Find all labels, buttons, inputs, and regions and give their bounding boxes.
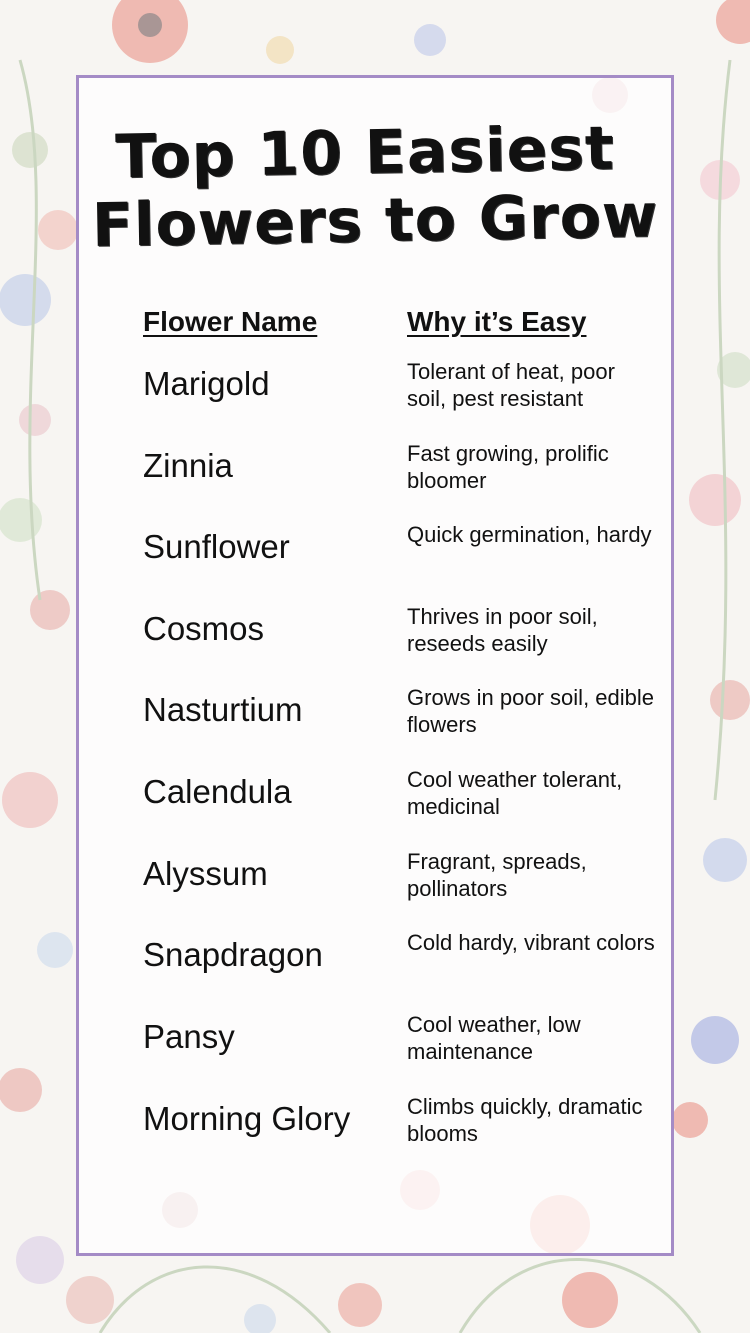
flower-name: Nasturtium bbox=[143, 691, 303, 728]
flower-name: Sunflower bbox=[143, 528, 290, 565]
table-row bbox=[0, 604, 750, 692]
flower-reason: Fragrant, spreads, pollinators bbox=[407, 849, 587, 901]
flower-reason: Fast growing, prolific bloomer bbox=[407, 441, 609, 493]
table-row bbox=[0, 359, 750, 447]
flower-reason: Climbs quickly, dramatic blooms bbox=[407, 1094, 643, 1146]
column-header-why-easy: Why it’s Easy bbox=[407, 306, 587, 337]
table-row bbox=[0, 522, 750, 610]
title-line-1: Top 10 Easiest bbox=[114, 113, 616, 193]
flower-name: Morning Glory bbox=[143, 1100, 351, 1137]
flower-name: Pansy bbox=[143, 1018, 235, 1055]
table-row bbox=[0, 767, 750, 855]
table-row bbox=[0, 1012, 750, 1100]
flower-name: Marigold bbox=[143, 365, 270, 402]
flower-name: Alyssum bbox=[143, 855, 268, 892]
flower-name: Calendula bbox=[143, 773, 292, 810]
table-row bbox=[0, 849, 750, 937]
table-row bbox=[0, 930, 750, 1018]
flower-reason: Quick germination, hardy bbox=[407, 522, 652, 547]
flower-name: Snapdragon bbox=[143, 936, 323, 973]
flower-reason: Cool weather tolerant, medicinal bbox=[407, 767, 623, 819]
title-line-2: Flowers to Grow bbox=[91, 181, 659, 261]
flower-reason: Tolerant of heat, poor soil, pest resistant bbox=[407, 359, 615, 411]
table-row bbox=[0, 1094, 750, 1182]
flower-reason: Cool weather, low maintenance bbox=[407, 1012, 581, 1064]
column-header-flower-name: Flower Name bbox=[143, 306, 318, 337]
table-row bbox=[0, 441, 750, 529]
flower-name: Cosmos bbox=[143, 610, 265, 647]
table-row bbox=[0, 685, 750, 773]
flower-reason: Thrives in poor soil, reseeds easily bbox=[407, 604, 598, 656]
flower-reason: Cold hardy, vibrant colors bbox=[407, 930, 655, 955]
flower-reason: Grows in poor soil, edible flowers bbox=[407, 685, 655, 737]
flower-name: Zinnia bbox=[143, 447, 233, 484]
